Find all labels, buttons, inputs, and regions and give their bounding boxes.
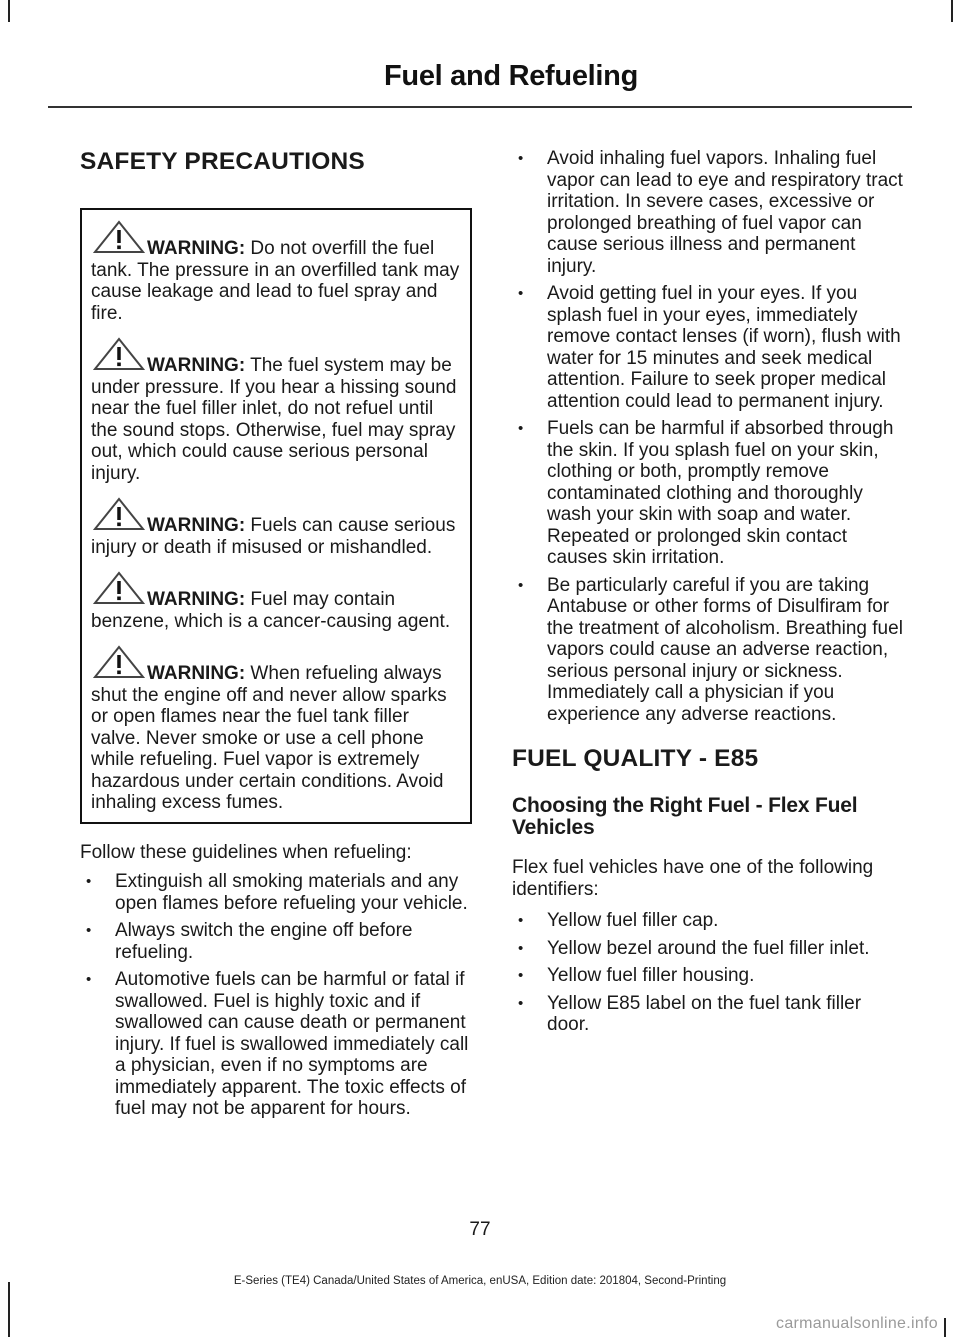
- warning-item: [91, 645, 462, 814]
- warning-label: WARNING:: [147, 238, 246, 259]
- guidelines-list: [80, 871, 472, 1120]
- crop-mark: [8, 0, 10, 22]
- identifiers-intro: Flex fuel vehicles have one of the following identifiers:: [512, 857, 874, 900]
- list-item: • Yellow fuel filler cap.: [512, 910, 907, 932]
- warning-triangle-icon: [93, 645, 145, 679]
- warning-label: WARNING:: [147, 589, 246, 610]
- warning-triangle-icon: [93, 337, 145, 371]
- warning-text: Fuels can cause serious injury or death if misused or mishandled.: [91, 515, 456, 558]
- warning-item: [91, 220, 462, 324]
- list-item: • Automotive fuels can be harmful or fatal if swallowed. Fuel is highly toxic and if swallowed can cause death or permanent injury. If fuel is swallowed immediately call a physician, even if no symptoms are immediately apparent. The toxic effects of fuel may not be apparent for hours.: [80, 969, 472, 1120]
- list-item: • Be particularly careful if you are taking Antabuse or other forms of Disulfiram for the treatment of alcoholism. Breathing fuel vapors could cause an adverse reaction, serious personal injury or sickness. Immediately call a physician if you experience any adverse reactions.: [512, 575, 907, 726]
- warning-label: WARNING:: [147, 663, 246, 684]
- crop-mark: [944, 1318, 946, 1337]
- identifiers-list: [512, 910, 907, 1036]
- list-item: • Yellow fuel filler housing.: [512, 965, 907, 987]
- right-column: [512, 148, 907, 1042]
- section-heading-safety: SAFETY PRECAUTIONS: [80, 148, 365, 175]
- guidelines-list-continued: [512, 148, 907, 725]
- subsection-heading-flex-fuel: Choosing the Right Fuel - Flex Fuel Vehicles: [512, 794, 858, 839]
- warning-text: Do not overfill the fuel tank. The pressure in an overfilled tank may cause leakage and lead to fuel spray and fire.: [91, 238, 460, 324]
- list-item: • Extinguish all smoking materials and any open flames before refueling your vehicle.: [80, 871, 472, 914]
- header-divider: [48, 106, 912, 108]
- list-item: • Avoid getting fuel in your eyes. If you splash fuel in your eyes, immediately remove contact lenses (if worn), flush with water for 15 minutes and seek medical attention. Failure to seek proper medical attention could lead to permanent injury.: [512, 283, 907, 412]
- crop-mark: [8, 1282, 10, 1337]
- warning-triangle-icon: [93, 571, 145, 605]
- warning-label: WARNING:: [147, 515, 246, 536]
- crop-mark: [951, 0, 953, 22]
- watermark-link[interactable]: carmanualsonline.info: [776, 1315, 938, 1332]
- warning-label: WARNING:: [147, 355, 246, 376]
- section-heading-fuel-quality: FUEL QUALITY - E85: [512, 745, 759, 772]
- warning-box: [80, 208, 472, 824]
- page-number: 77: [469, 1219, 491, 1240]
- warning-text: Fuel may contain benzene, which is a cancer-causing agent.: [91, 589, 451, 632]
- list-item: • Yellow bezel around the fuel filler inlet.: [512, 938, 907, 960]
- warning-triangle-icon: [93, 220, 145, 254]
- warning-triangle-icon: [93, 497, 145, 531]
- list-item: • Always switch the engine off before refueling.: [80, 920, 472, 963]
- warning-text: The fuel system may be under pressure. If you hear a hissing sound near the fuel filler inlet, do not refuel until the sound stops. Otherwise, fuel may spray out, which could cause serious personal injury.: [91, 355, 457, 484]
- left-column: [80, 148, 472, 1126]
- page-footer: E-Series (TE4) Canada/United States of America, enUSA, Edition date: 201804, Second-Printing: [233, 1275, 727, 1287]
- warning-item: [91, 571, 462, 632]
- warning-text: When refueling always shut the engine off and never allow sparks or open flames near the fuel tank filler valve. Never smoke or use a cell phone while refueling. Fuel vapor is extremely hazardous under certain conditions. Avoid inhaling excess fumes.: [91, 663, 447, 813]
- page-header-title: Fuel and Refueling: [383, 60, 638, 92]
- guidelines-intro: Follow these guidelines when refueling:: [80, 841, 412, 863]
- list-item: • Avoid inhaling fuel vapors. Inhaling fuel vapor can lead to eye and respiratory tract irritation. In severe cases, excessive or prolonged breathing of fuel vapor can cause serious illness and permanent injury.: [512, 148, 907, 277]
- list-item: • Fuels can be harmful if absorbed through the skin. If you splash fuel on your skin, clothing or both, promptly remove contaminated clothing and thoroughly wash your skin with soap and water. Repeated or prolonged skin contact causes skin irritation.: [512, 418, 907, 569]
- list-item: • Yellow E85 label on the fuel tank filler door.: [512, 993, 907, 1036]
- warning-item: [91, 497, 462, 558]
- warning-item: [91, 337, 462, 484]
